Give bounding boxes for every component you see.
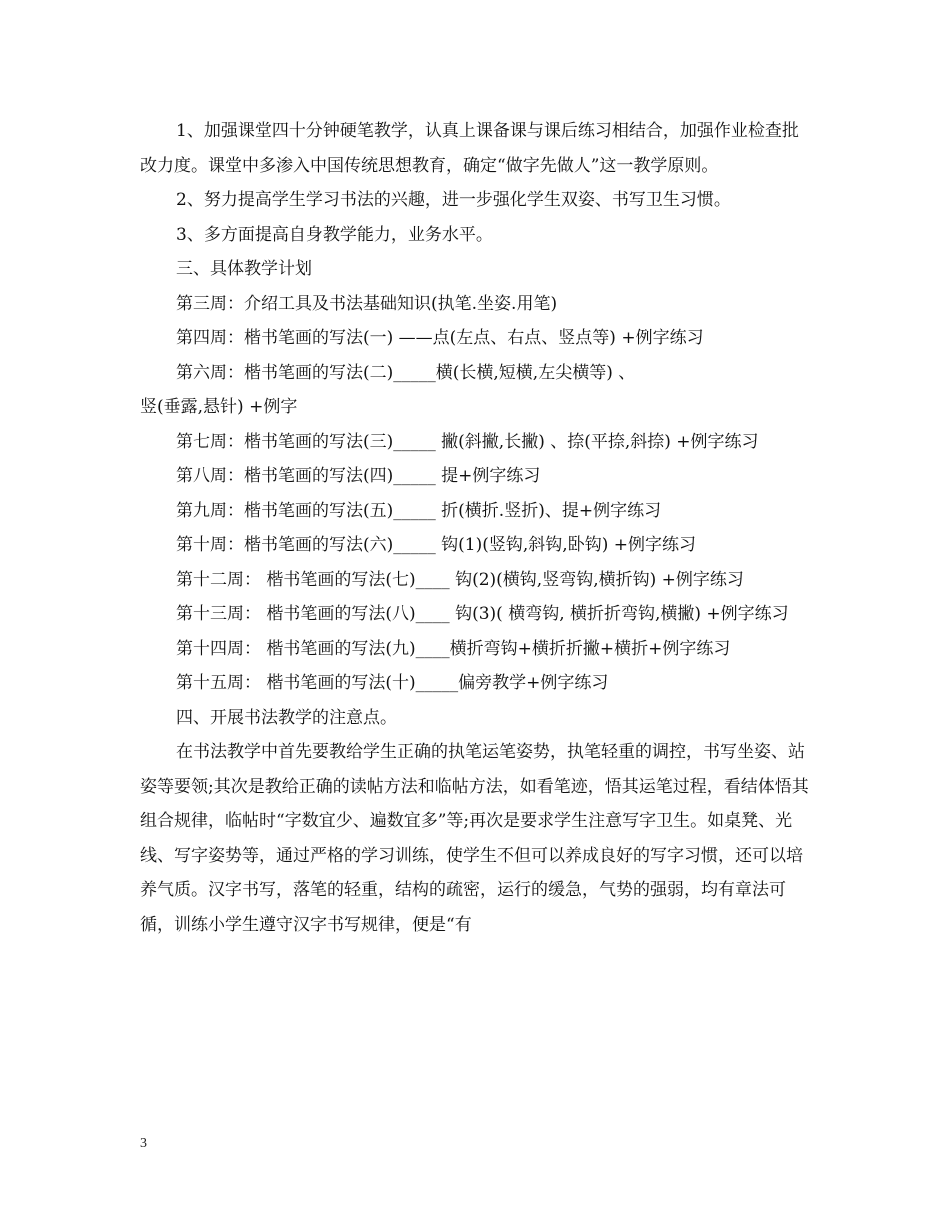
paragraph-teaching-notes: 在书法教学中首先要教给学生正确的执笔运笔姿势，执笔轻重的调控，书写坐姿、站姿等要领;其次是教给正确的读帖方法和临帖方法，如看笔迹，悟其运笔过程，看结体悟其组合规律，临帖时“字数宜少、遍数宜多”等;再次是要求学生注意写字卫生。如桌凳、光线、写字姿势等，通过严格的学习训练，使学生不但可以养成良好的写字习惯，还可以培养气质。汉字书写，落笔的轻重，结构的疏密，运行的缓急，气势的强弱，均有章法可循，训练小学生遵守汉字书写规律，便是“有 [140, 742, 809, 935]
week-15-plan: 第十五周： 楷书笔画的写法(十)_____偏旁教学+例字练习 [176, 673, 609, 693]
week-13-plan: 第十三周： 楷书笔画的写法(八)____ 钩(3)( 横弯钩, 横折折弯钩,横撇) +例字练习 [176, 604, 789, 624]
week-4-plan: 第四周：楷书笔画的写法(一) ——点(左点、右点、竖点等) +例字练习 [176, 328, 704, 348]
week-6-plan: 第六周：楷书笔画的写法(二)_____横(长横,短横,左尖横等) 、 [176, 362, 636, 383]
paragraph-2: 2、努力提高学生学习书法的兴趣，进一步强化学生双姿、书写卫生习惯。 [176, 190, 731, 210]
paragraph-1: 1、加强课堂四十分钟硬笔教学，认真上课备课与课后练习相结合，加强作业检查批改力度。课堂中多渗入中国传统思想教育，确定“做字先做人”这一教学原则。 [140, 121, 799, 176]
week-14-plan: 第十四周： 楷书笔画的写法(九)____横折弯钩+横折折撇+横折+例字练习 [176, 638, 731, 659]
week-8-plan: 第八周：楷书笔画的写法(四)_____ 提+例字练习 [176, 466, 541, 486]
week-7-plan: 第七周：楷书笔画的写法(三)_____ 撇(斜撇,长撇) 、捺(平捺,斜捺) +例字练习 [176, 431, 759, 452]
section-heading-4: 四、开展书法教学的注意点。 [176, 707, 397, 728]
week-9-plan: 第九周：楷书笔画的写法(五)_____ 折(横折.竖折)、提+例字练习 [176, 500, 662, 521]
week-12-plan: 第十二周： 楷书笔画的写法(七)____ 钩(2)(横钩,竖弯钩,横折钩) +例字练习 [176, 569, 744, 590]
week-3-plan: 第三周：介绍工具及书法基础知识(执笔.坐姿.用笔) [176, 293, 558, 314]
week-6-plan-continued: 竖(垂露,悬针) +例字 [140, 397, 298, 417]
page-number: 3 [140, 1136, 147, 1151]
section-heading-3: 三、具体教学计划 [176, 259, 312, 279]
week-10-plan: 第十周：楷书笔画的写法(六)_____ 钩(1)(竖钩,斜钩,卧钩) +例字练习 [176, 535, 696, 555]
body-text [140, 114, 812, 942]
paragraph-3: 3、多方面提高自身教学能力，业务水平。 [176, 224, 493, 245]
